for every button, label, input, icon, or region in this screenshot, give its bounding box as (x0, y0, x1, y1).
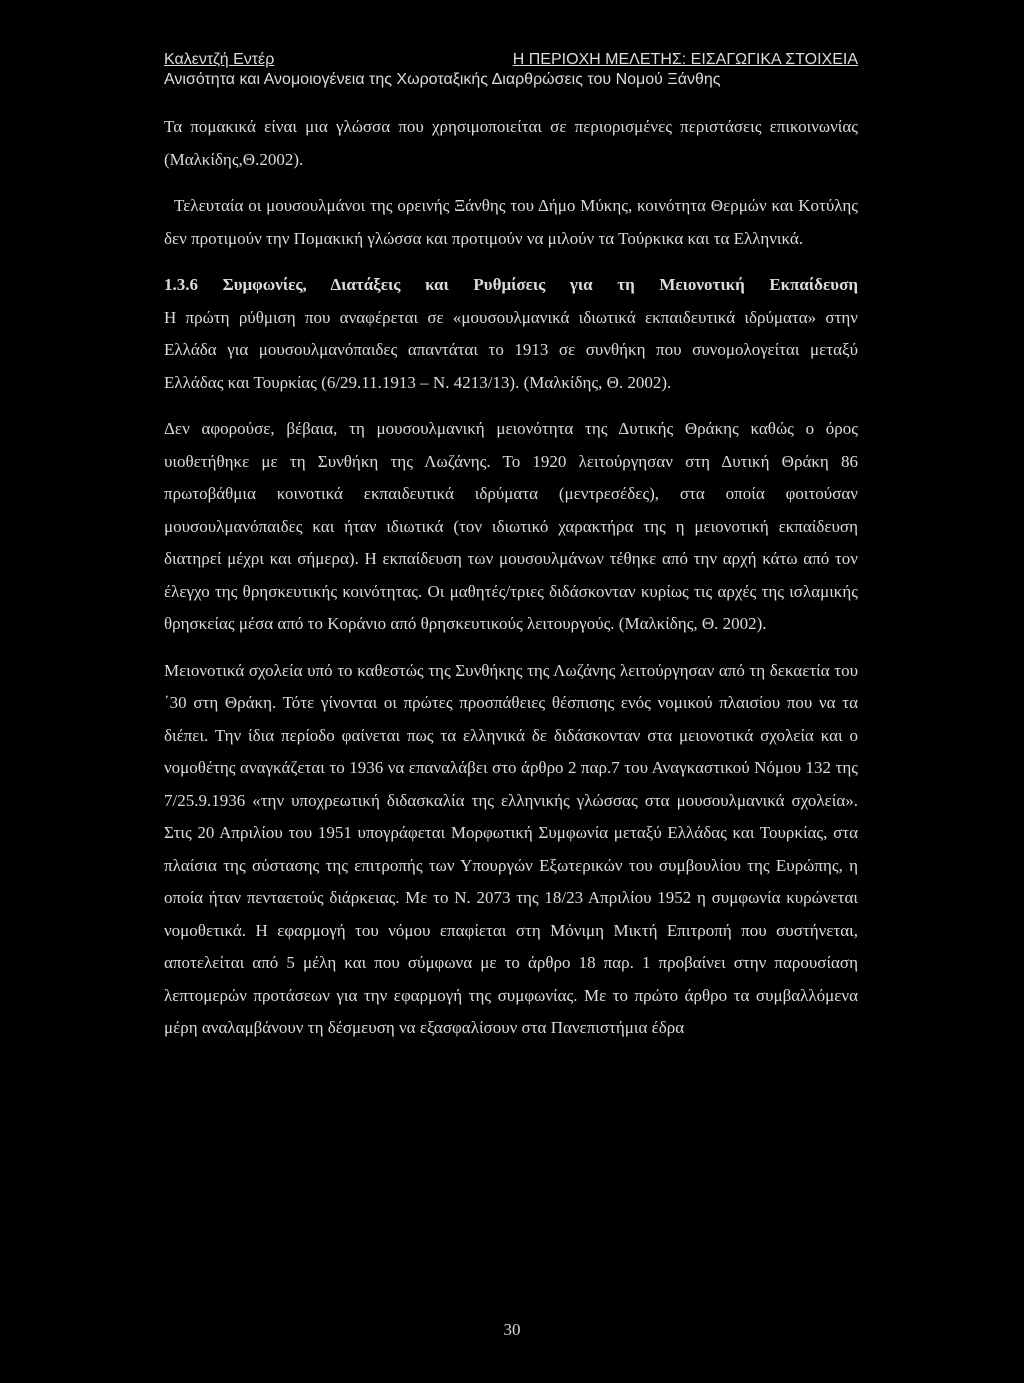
paragraph-mountain-muslims: Τελευταία οι μουσουλμάνοι της ορεινής Ξάνθης του Δήμο Μύκης, κοινότητα Θερμών και Κοτύλης δεν προτιμούν την Πομακική γλώσσα και προτιμούν να μιλούν τα Τούρκικα και τα Ελληνικά. (164, 196, 858, 248)
section-heading: 1.3.6 Συμφωνίες, Διατάξεις και Ρυθμίσεις για τη Μειονοτική Εκπαίδευση (164, 275, 858, 294)
page-body (164, 111, 858, 1045)
paragraph-first-regulation: Η πρώτη ρύθμιση που αναφέρεται σε «μουσουλμανικά ιδιωτικά εκπαιδευτικά ιδρύματα» στην Ελλάδα για μουσουλμανόπαιδες απαντάται το 1913 σε συνθήκη που συνομολογείται μεταξύ Ελλάδας και Τουρκίας (6/29.11.1913 – Ν. 4213/13). (Μαλκίδης, Θ. 2002). (164, 307, 858, 392)
paragraph-lausanne-treaty: Δεν αφορούσε, βέβαια, τη μουσουλμανική μειονότητα της Δυτικής Θράκης καθώς ο όρος υιοθετήθηκε με τη Συνθήκη της Λωζάνης. Το 1920 λειτούργησαν στη Δυτική Θράκη 86 πρωτοβάθμια κοινοτικά εκπαιδευτικά ιδρύματα (μεντρεσέδες), στα οποία φοιτούσαν μουσουλμανόπαιδες και ήταν ιδιωτικά (τον ιδιωτικό χαρακτήρα της η μειονοτική εκπαίδευση διατηρεί μέχρι και σήμερα). Η εκπαίδευση των μουσουλμάνων τέθηκε από την αρχή κάτω από τον έλεγχο της θρησκευτικής κοινότητας. Οι μαθητές/τριες διδάσκονταν κυρίως τις αρχές της ισλαμικής θρησκείας μέσα από το Κοράνιο από θρησκευτικούς λειτουργούς. (Μαλκίδης, Θ. 2002). (164, 419, 858, 633)
header-top-row (164, 50, 858, 70)
paragraph-pomak-language: Τα πομακικά είναι μια γλώσσα που χρησιμοποιείται σε περιορισμένες περιστάσεις επικοινωνίας (Μαλκίδης,Θ.2002). (164, 117, 858, 169)
paragraph-minority-schools: Μειονοτικά σχολεία υπό το καθεστώς της Συνθήκης της Λωζάνης λειτούργησαν από τη δεκαετία του ΄30 στη Θράκη. Τότε γίνονται οι πρώτες προσπάθειες θέσπισης ενός νομικού πλαισίου που να τα διέπει. Την ίδια περίοδο φαίνεται πως τα ελληνικά δε διδάσκονταν στα μειονοτικά σχολεία και ο νομοθέτης αναγκάζεται το 1936 να επαναλάβει στο άρθρο 2 παρ.7 του Αναγκαστικού Νόμου 132 της 7/25.9.1936 «την υποχρεωτική διδασκαλία της ελληνικής γλώσσας στα μουσουλμανικά σχολεία». Στις 20 Απριλίου του 1951 υπογράφεται Μορφωτική Συμφωνία μεταξύ Ελλάδας και Τουρκίας, στα πλαίσια της σύστασης της επιτροπής των Υπουργών Εξωτερικών του συμβουλίου της Ευρώπης, η οποία ήταν πενταετούς διάρκειας. Με το Ν. 2073 της 18/23 Απριλίου 1952 η συμφωνία κυρώνεται νομοθετικά. Η εφαρμογή του νόμου επαφίεται στη Μόνιμη Μικτή Επιτροπή που συστήνεται, αποτελείται από 5 μέλη και που σύμφωνα με το άρθρο 18 παρ. 1 προβαίνει στην παρουσίαση λεπτομερών προτάσεων για την εφαρμογή της συμφωνίας. Με το πρώτο άρθρο τα συμβαλλόμενα μέρη αναλαμβάνουν τη δέσμευση να εξασφαλίσουν στα Πανεπιστήμια έδρα (164, 660, 858, 1037)
header-chapter: Η ΠΕΡΙΟΧΗ ΜΕΛΕΤΗΣ: ΕΙΣΑΓΩΓΙΚΑ ΣΤΟΙΧΕΙΑ (512, 51, 858, 68)
header-author: Καλεντζή Εντέρ (164, 51, 275, 68)
running-header (164, 50, 858, 90)
page-number: 30 (503, 1320, 521, 1339)
header-thesis-title: Ανισότητα και Ανομοιογένεια της Χωροταξικής Διαρθρώσεις του Νομού Ξάνθης (164, 71, 721, 88)
